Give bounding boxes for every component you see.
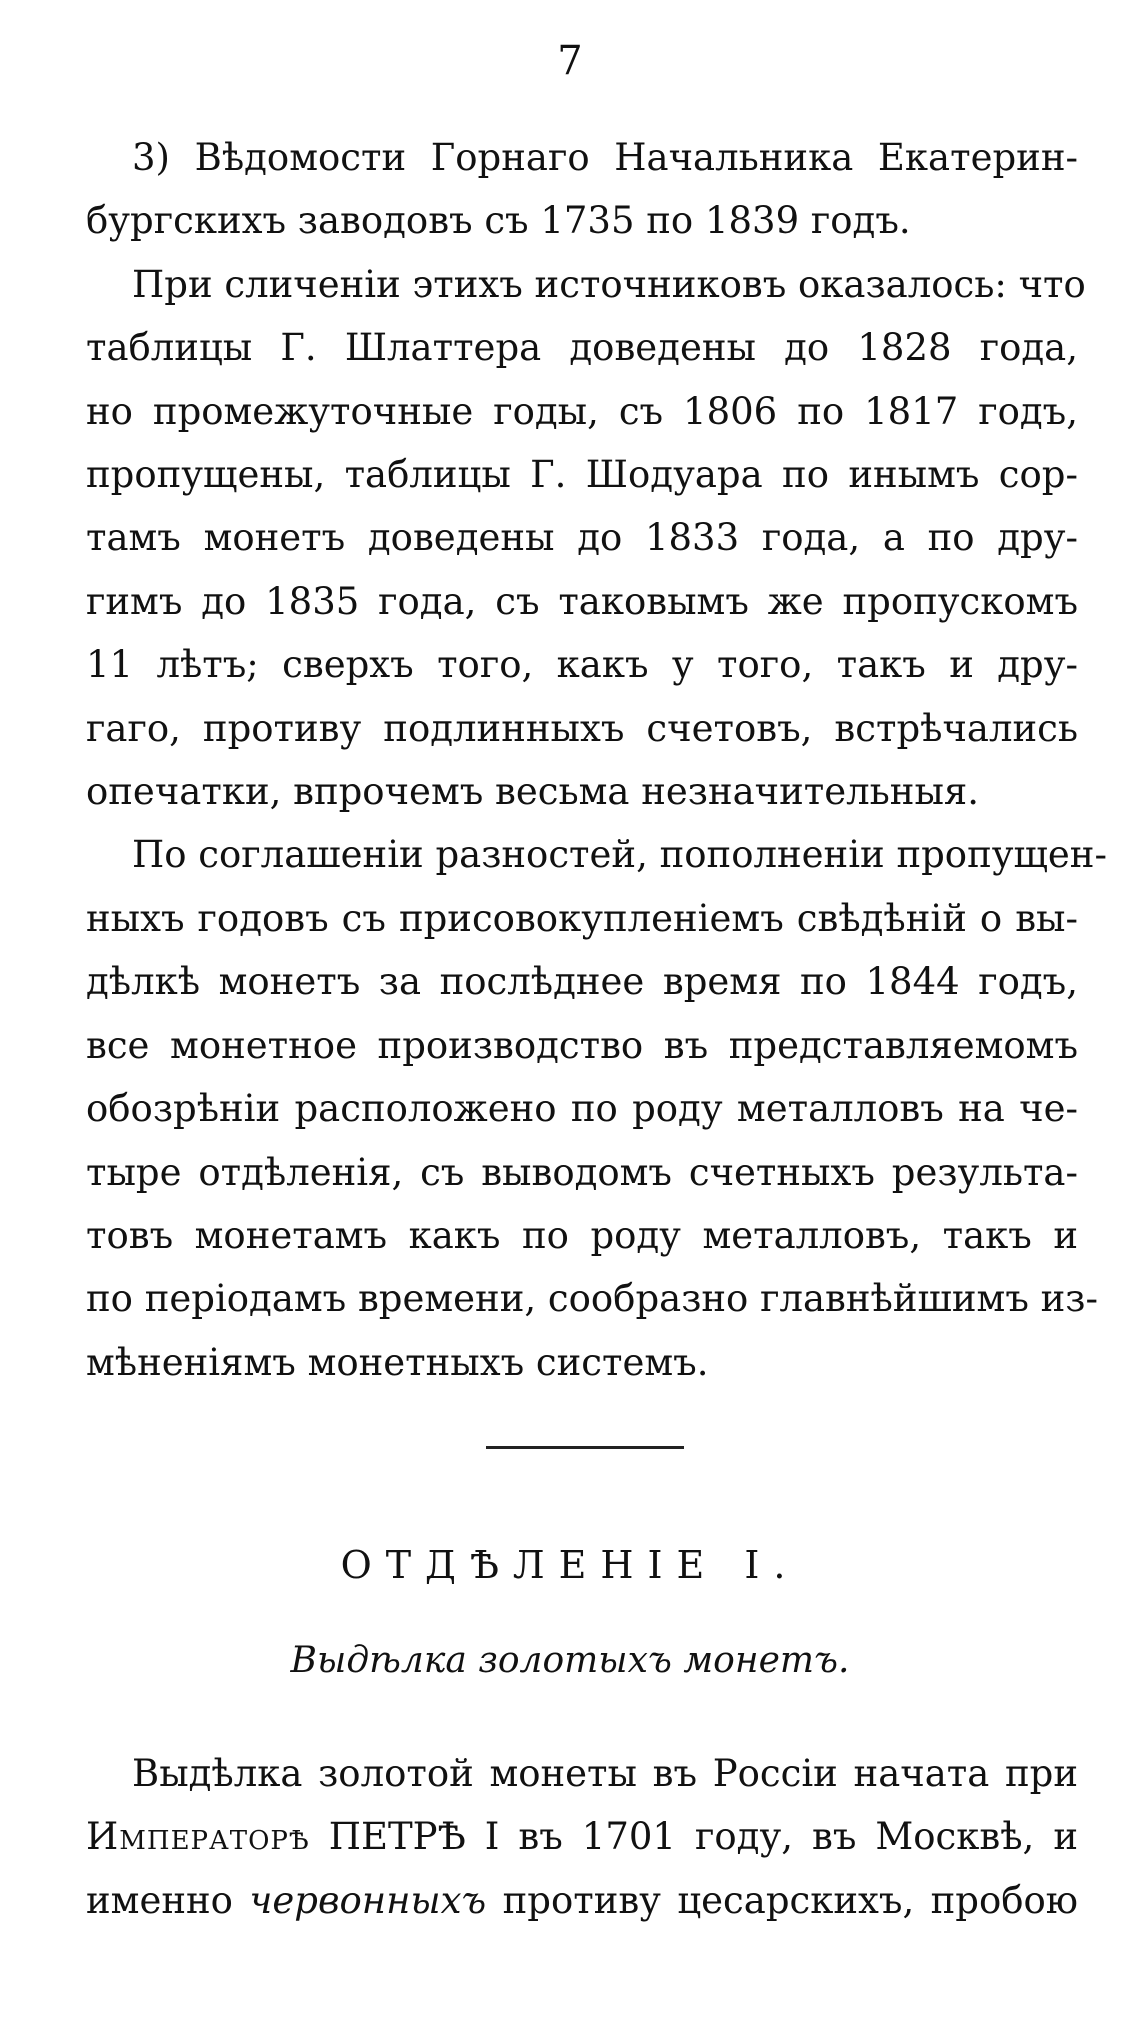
text-line: тыре отдѣленія, съ выводомъ счетныхъ результа- [86,1150,1078,1194]
intro-text [86,126,1107,1394]
text-line: но промежуточные годы, съ 1806 по 1817 годъ, [86,389,1078,433]
text-line: 11 лѣтъ; сверхъ того, какъ у того, такъ и дру- [86,643,1078,687]
text-line: При сличеніи этихъ источниковъ оказалось: что [132,262,1086,306]
text-line: дѣлкѣ монетъ за послѣднее время по 1844 годъ, [86,960,1078,1004]
section-text [86,1742,1078,1932]
section-divider [486,1446,684,1449]
text-line: По соглашеніи разностей, пополненіи пропущен- [132,833,1107,877]
text-line: опечатки, впрочемъ весьма незначительныя. [86,770,980,814]
section-subtitle: Выдѣлка золотыхъ монетъ. [290,1640,850,1681]
text-line: ныхъ годовъ съ присовокупленіемъ свѣдѣній о вы- [86,896,1078,940]
text-line: бургскихъ заводовъ съ 1735 по 1839 годъ. [86,199,911,243]
text-line: товъ монетамъ какъ по роду металловъ, такъ и [86,1213,1078,1257]
text-line [86,1869,1078,1932]
text-fragment: именно [86,1878,250,1922]
text-line: обозрѣніи расположено по роду металловъ на че- [86,1087,1078,1131]
page-number: 7 [557,38,583,84]
text-line [86,1805,1078,1868]
text-line: все монетное производство въ представляемомъ [86,1023,1078,1067]
text-line: по періодамъ времени, сообразно главнѣйшимъ из- [86,1277,1098,1321]
paragraph-comparison [86,253,1086,824]
text-line: мѣненіямъ монетныхъ системъ. [86,1340,709,1384]
paragraph-source-3 [86,126,1078,253]
text-line: 3) Вѣдомости Горнаго Начальника Екатерин- [132,136,1078,179]
text-line: Выдѣлка золотой монеты въ Россіи начата при [132,1752,1078,1795]
emperor-word: Императорѣ [86,1815,310,1859]
text-fragment: противу цесарскихъ, пробою [486,1878,1078,1922]
italic-term: червонныхъ [249,1878,487,1922]
text-line: гимъ до 1835 года, съ таковымъ же пропускомъ [86,579,1078,623]
text-line: таблицы Г. Шлаттера доведены до 1828 года, [86,326,1078,370]
paragraph-reconciliation [86,823,1107,1394]
text-line: тамъ монетъ доведены до 1833 года, а по дру- [86,516,1078,560]
section-title: ОТДѢЛЕНІЕ I. [340,1543,800,1587]
text-line: пропущены, таблицы Г. Шодуара по инымъ сор- [86,453,1078,497]
text-fragment: ПЕТРѢ I въ 1701 году, въ Москвѣ, и [309,1815,1078,1859]
text-line: гаго, противу подлинныхъ счетовъ, встрѣчались [86,706,1078,750]
